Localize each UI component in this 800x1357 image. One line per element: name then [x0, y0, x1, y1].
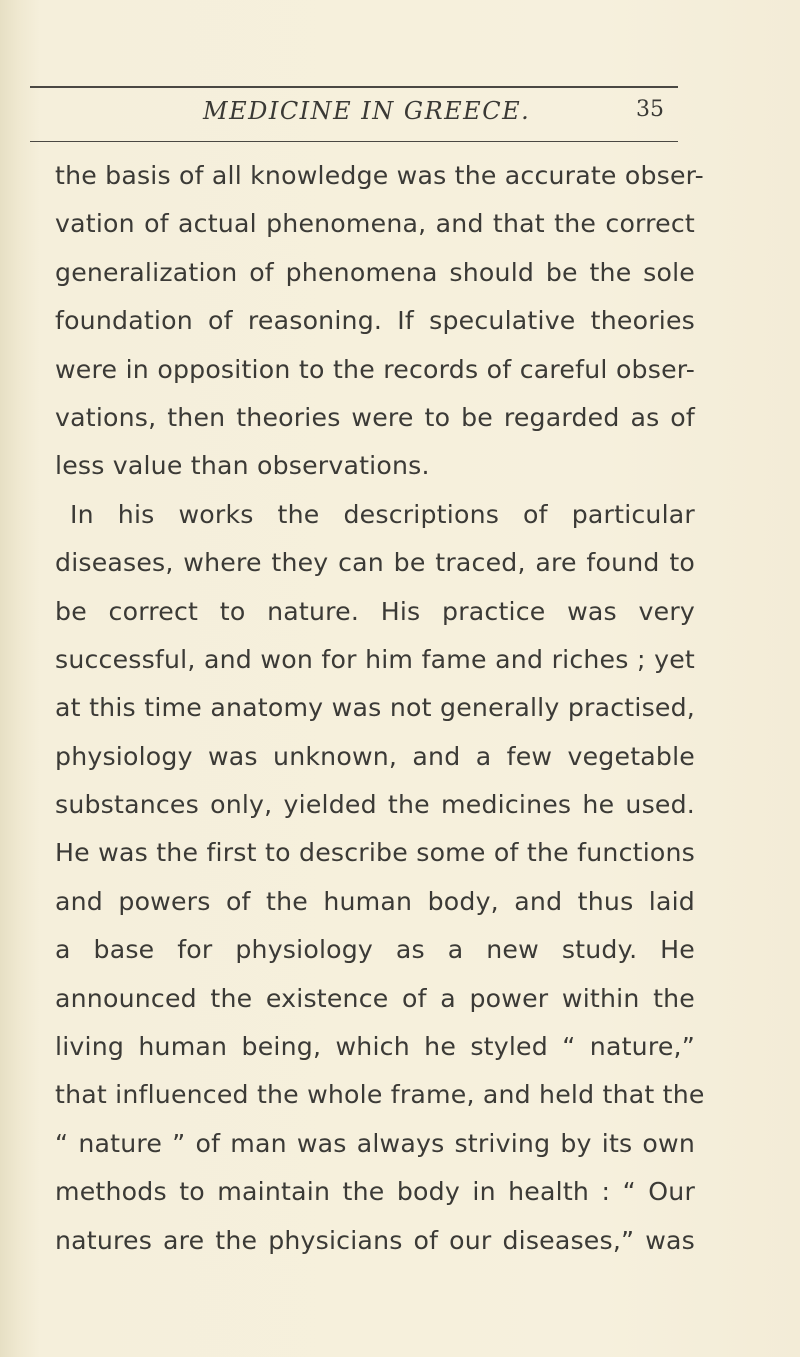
header-rule-top — [30, 86, 678, 88]
text-line: vation of actual phenomena, and that the correct — [55, 209, 695, 239]
text-line: “ nature ” of man was always striving by its own — [55, 1128, 695, 1158]
text-line: vations, then theories were to be regarded as of — [55, 402, 695, 432]
page-number: 35 — [636, 97, 664, 122]
text-line: substances only, yielded the medicines he used. — [55, 790, 695, 820]
text-line: were in opposition to the records of careful obser- — [55, 354, 695, 384]
text-line: at this time anatomy was not generally practised, — [55, 693, 695, 723]
text-line: announced the existence of a power within the — [55, 983, 695, 1013]
text-line: living human being, which he styled “ nature,” — [55, 1032, 695, 1062]
text-line: He was the first to describe some of the functions — [55, 838, 695, 868]
text-line: generalization of phenomena should be the sole — [55, 257, 695, 287]
running-title: MEDICINE IN GREECE. — [203, 97, 531, 125]
text-line: physiology was unknown, and a few vegetable — [55, 741, 695, 771]
text-line: natures are the physicians of our diseases,” was — [55, 1225, 695, 1255]
text-line: and powers of the human body, and thus laid — [55, 886, 695, 916]
text-line: methods to maintain the body in health : “ Our — [55, 1177, 695, 1207]
text-line: that influenced the whole frame, and held that the — [55, 1080, 705, 1110]
text-line: foundation of reasoning. If speculative theories — [55, 306, 695, 336]
text-line: diseases, where they can be traced, are found to — [55, 548, 695, 578]
text-line: be correct to nature. His practice was very — [55, 596, 695, 626]
text-line: a base for physiology as a new study. He — [55, 935, 695, 965]
running-head — [0, 97, 800, 133]
header-rule-bottom — [30, 141, 678, 142]
body-text — [55, 152, 705, 1265]
text-line: the basis of all knowledge was the accurate obser- — [55, 161, 704, 190]
text-line: less value than observations. — [55, 451, 430, 481]
text-line: successful, and won for him fame and riches ; yet — [55, 644, 695, 674]
text-line: In his works the descriptions of particular — [70, 499, 695, 529]
